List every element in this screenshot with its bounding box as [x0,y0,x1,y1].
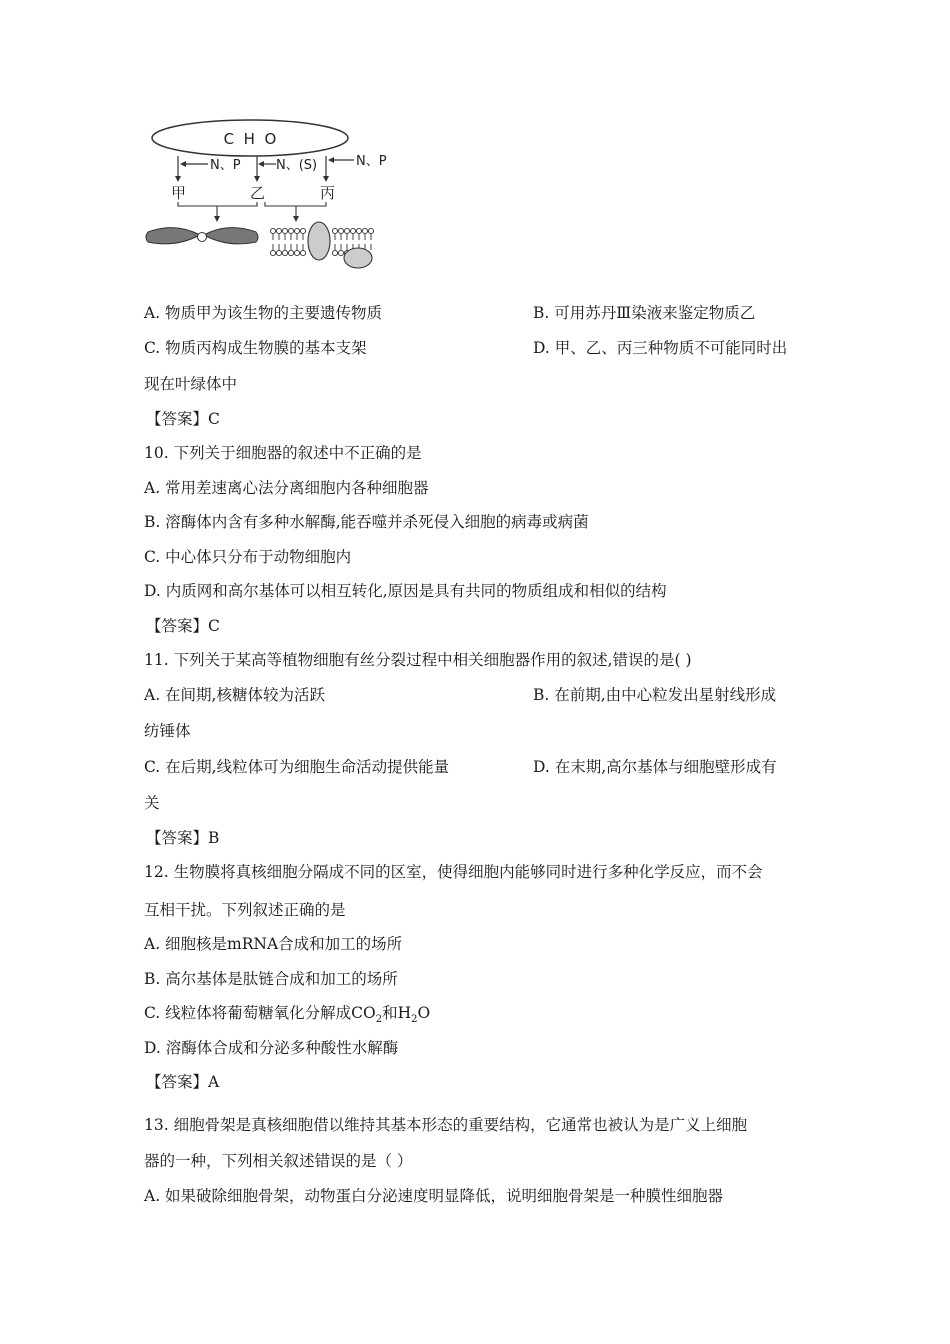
ns-label: N、(S) [276,158,318,173]
chromosome-icon [146,228,258,244]
q9-option-d: D. 甲、乙、丙三种物质不可能同时出 [533,339,788,357]
q12-stem-cont: 互相干扰。下列叙述正确的是 [144,901,346,919]
subscript: 2 [411,1014,418,1026]
q11-stem: 11. 下列关于某高等植物细胞有丝分裂过程中相关细胞器作用的叙述,错误的是( ) [144,651,692,669]
jia-label: 甲 [171,184,187,202]
q12-option-a: A. 细胞核是mRNA合成和加工的场所 [144,935,403,953]
biomolecule-diagram [140,118,410,278]
membrane-icon [270,222,373,268]
q10-option-d: D. 内质网和高尔基体可以相互转化,原因是具有共同的物质组成和相似的结构 [144,582,667,600]
q12-option-c-mid: 和H [382,1004,412,1022]
q11-option-c: C. 在后期,线粒体可为细胞生命活动提供能量 [144,758,450,776]
q10-option-a: A. 常用差速离心法分离细胞内各种细胞器 [144,479,429,497]
q13-stem-cont: 器的一种，下列相关叙述错误的是（ ） [144,1152,413,1170]
subscript: 2 [375,1014,383,1026]
q11-option-b-cont: 纺锤体 [144,722,191,740]
q9-answer: 【答案】C [146,410,220,428]
q11-option-d-cont: 关 [144,794,160,812]
q13-stem: 13. 细胞骨架是真核细胞借以维持其基本形态的重要结构，它通常也被认为是广义上细胞 [144,1116,748,1134]
q10-option-c: C. 中心体只分布于动物细胞内 [144,548,352,566]
q11-answer: 【答案】B [146,829,220,847]
q12-option-c [144,1003,431,1026]
q11-option-a: A. 在间期,核糖体较为活跃 [144,686,325,704]
q10-option-b: B. 溶酶体内含有多种水解酶,能吞噬并杀死侵入细胞的病毒或病菌 [144,513,589,531]
q12-stem: 12. 生物膜将真核细胞分隔成不同的区室，使得细胞内能够同时进行多种化学反应，而不会 [144,863,763,881]
q11-option-d: D. 在末期,高尔基体与细胞壁形成有 [533,758,777,776]
np-left-label: N、P [210,158,241,173]
q12-answer: 【答案】A [146,1073,220,1091]
q9-option-a: A. 物质甲为该生物的主要遗传物质 [144,304,383,322]
q10-stem: 10. 下列关于细胞器的叙述中不正确的是 [144,444,422,462]
q9-option-c: C. 物质丙构成生物膜的基本支架 [144,339,367,357]
q9-option-d-cont: 现在叶绿体中 [144,375,238,393]
cho-label: C H O [223,130,277,148]
q12-option-d: D. 溶酶体合成和分泌多种酸性水解酶 [144,1039,399,1057]
q12-option-b: B. 高尔基体是肽链合成和加工的场所 [144,970,398,988]
q13-option-a: A. 如果破除细胞骨架，动物蛋白分泌速度明显降低，说明细胞骨架是一种膜性细胞器 [144,1187,724,1205]
q9-option-b: B. 可用苏丹Ⅲ染液来鉴定物质乙 [533,304,756,322]
bing-label: 丙 [320,184,336,202]
q12-option-c-post: O [417,1004,431,1022]
q12-option-c-text: C. 线粒体将葡萄糖氧化分解成CO [144,1004,376,1022]
yi-label: 乙 [250,184,266,202]
np-right-label: N、P [356,154,387,169]
q11-option-b: B. 在前期,由中心粒发出星射线形成 [533,686,777,704]
q10-answer: 【答案】C [146,617,220,635]
